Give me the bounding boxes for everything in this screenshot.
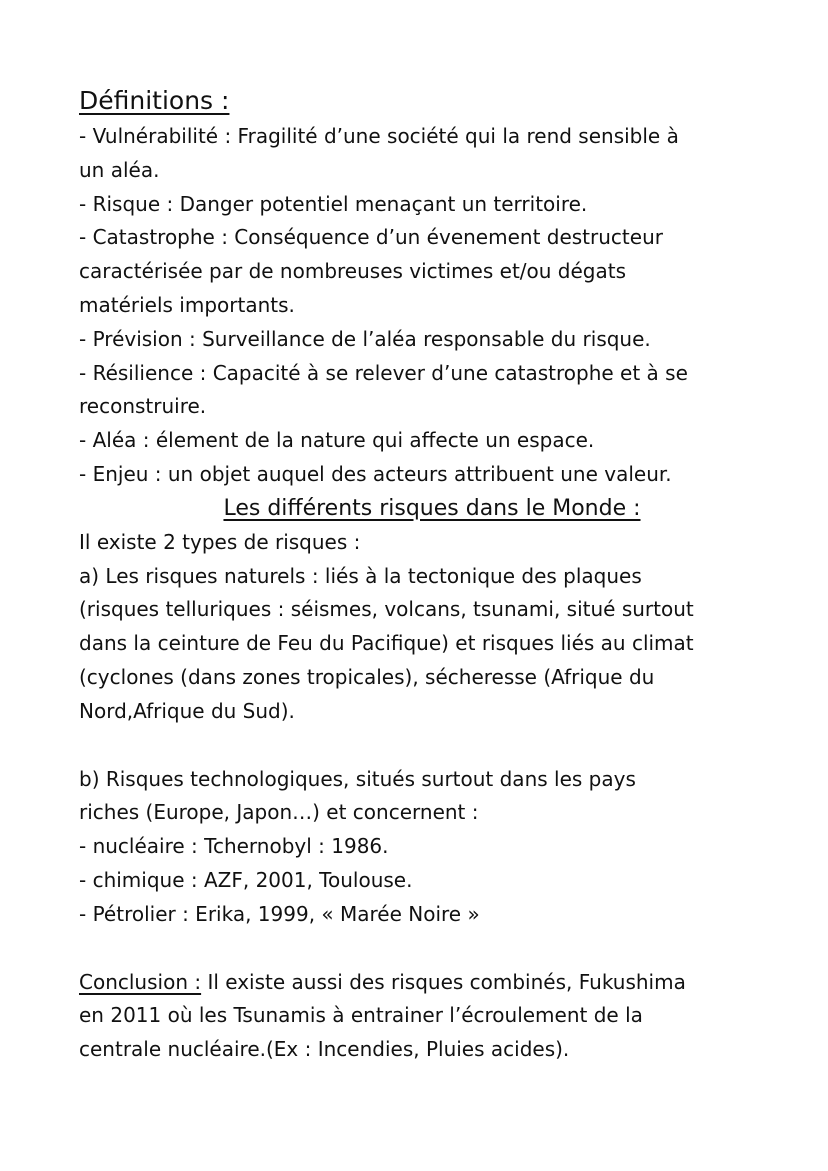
- document-page: [79, 86, 759, 1067]
- paragraph-line: en 2011 où les Tsunamis à entrainer l’écroulement de la: [79, 1003, 643, 1028]
- definition-line: reconstruire.: [79, 394, 207, 419]
- conclusion-text: Il existe aussi des risques combinés, Fukushima: [201, 969, 686, 994]
- definition-line: - Aléa : élement de la nature qui affecte un espace.: [79, 428, 595, 453]
- definitions-title: Définitions :: [79, 86, 230, 115]
- conclusion-paragraph: [79, 966, 759, 1067]
- paragraph-line: - Pétrolier : Erika, 1999, « Marée Noire »: [79, 901, 480, 926]
- definition-line: - Risque : Danger potentiel menaçant un territoire.: [79, 191, 588, 216]
- paragraph-line: - chimique : AZF, 2001, Toulouse.: [79, 867, 413, 892]
- paragraph-line: centrale nucléaire.(Ex : Incendies, Pluies acides).: [79, 1037, 570, 1062]
- paragraph-spacer: [79, 729, 759, 763]
- conclusion-first-line: [79, 966, 759, 1000]
- definition-line: - Catastrophe : Conséquence d’un évenement destructeur: [79, 225, 663, 250]
- paragraph-line: dans la ceinture de Feu du Pacifique) et risques liés au climat: [79, 631, 694, 656]
- technological-risks-paragraph: [79, 763, 759, 932]
- conclusion-label: Conclusion :: [79, 969, 202, 994]
- paragraph-spacer: [79, 932, 759, 966]
- natural-risks-paragraph: [79, 560, 759, 729]
- paragraph-line: - nucléaire : Tchernobyl : 1986.: [79, 834, 389, 859]
- definition-line: - Résilience : Capacité à se relever d’une catastrophe et à se: [79, 360, 688, 385]
- paragraph-line: (risques telluriques : séismes, volcans, tsunami, situé surtout: [79, 597, 694, 622]
- paragraph-line: Nord,Afrique du Sud).: [79, 698, 295, 723]
- definition-line: caractérisée par de nombreuses victimes et/ou dégats: [79, 259, 627, 284]
- risks-intro: Il existe 2 types de risques :: [79, 529, 361, 554]
- definition-line: un aléa.: [79, 157, 160, 182]
- definition-line: - Enjeu : un objet auquel des acteurs attribuent une valeur.: [79, 461, 672, 486]
- paragraph-line: b) Risques technologiques, situés surtout dans les pays: [79, 766, 636, 791]
- paragraph-line: riches (Europe, Japon…) et concernent :: [79, 800, 479, 825]
- definition-line: - Vulnérabilité : Fragilité d’une société qui la rend sensible à: [79, 124, 679, 148]
- paragraph-line: a) Les risques naturels : liés à la tectonique des plaques: [79, 563, 642, 588]
- definitions-list: [79, 120, 759, 492]
- paragraph-line: (cyclones (dans zones tropicales), sécheresse (Afrique du: [79, 664, 655, 689]
- definition-line: matériels importants.: [79, 292, 295, 317]
- risks-section-title: Les différents risques dans le Monde :: [223, 495, 641, 521]
- definition-line: - Prévision : Surveillance de l’aléa responsable du risque.: [79, 326, 651, 351]
